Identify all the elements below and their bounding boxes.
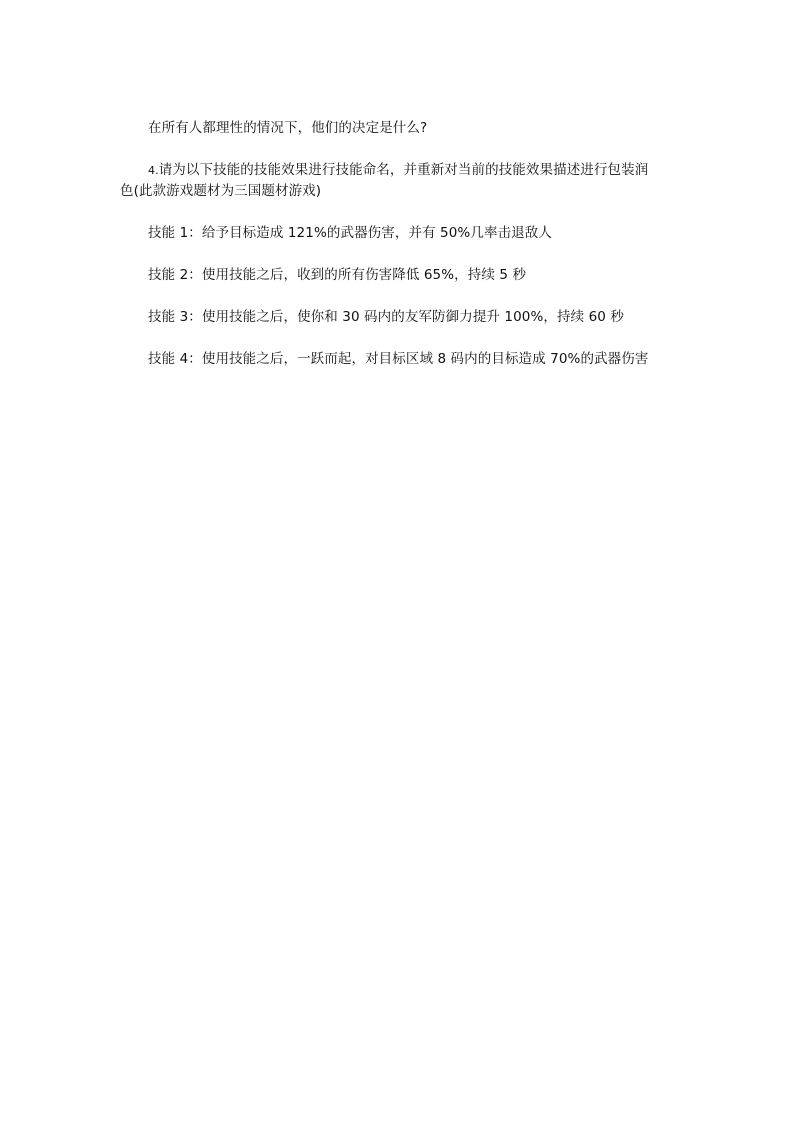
skill-1-line: 技能 1：给予目标造成 121%的武器伤害，并有 50%几率击退敌人 (148, 225, 552, 241)
skill-3-line: 技能 3：使用技能之后，使你和 30 码内的友军防御力提升 100%，持续 60 秒 (148, 309, 624, 325)
question-4-number: 4. (148, 164, 159, 177)
question-4-text-line-1: 请为以下技能的技能效果进行技能命名，并重新对当前的技能效果描述进行包装润 (158, 162, 649, 178)
question-4-line-2: 色(此款游戏题材为三国题材游戏) (120, 183, 322, 199)
question-4-line-1 (148, 159, 648, 182)
question-line: 在所有人都理性的情况下，他们的决定是什么? (148, 120, 428, 136)
skill-4-line: 技能 4：使用技能之后，一跃而起，对目标区域 8 码内的目标造成 70%的武器伤害 (148, 351, 649, 367)
skill-2-line: 技能 2：使用技能之后，收到的所有伤害降低 65%，持续 5 秒 (148, 267, 527, 283)
